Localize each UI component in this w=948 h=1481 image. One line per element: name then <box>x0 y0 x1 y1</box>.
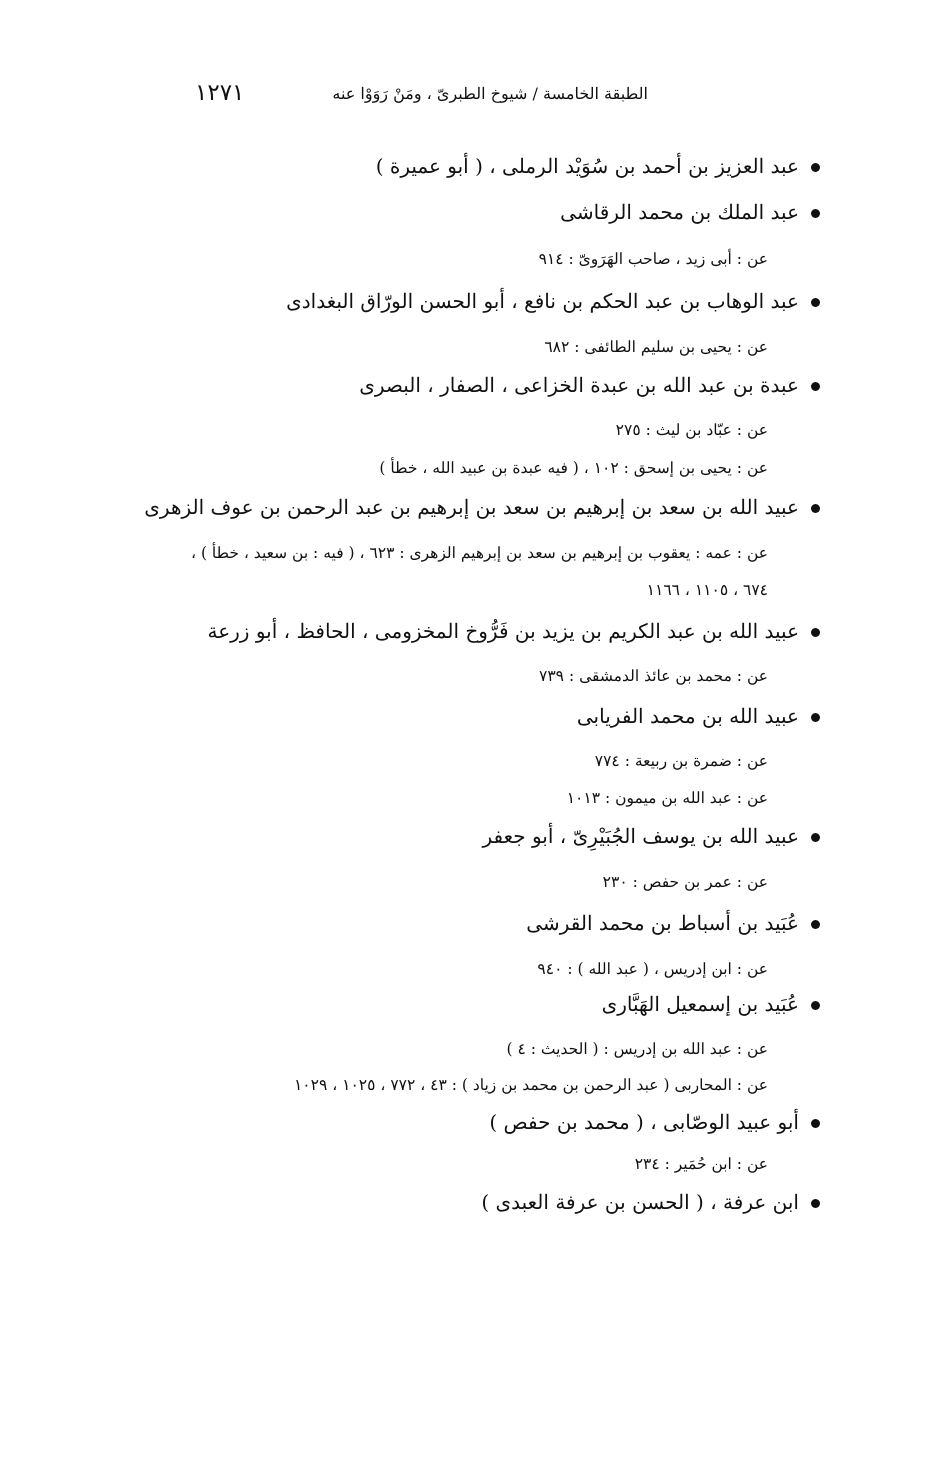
entry-reference: عن : عمر بن حفص : ٢٣٠ <box>602 873 768 891</box>
entry-reference: عن : أبى زيد ، صاحب الهَرَوىّ : ٩١٤ <box>538 250 768 268</box>
entry-heading <box>577 704 820 728</box>
entry-name: عبدة بن عبد الله بن عبدة الخزاعى ، الصفار ، البصرى <box>359 373 799 397</box>
bullet-icon <box>811 1001 820 1010</box>
entry-heading <box>359 373 820 397</box>
entry-name: عبيد الله بن سعد بن إبرهيم بن سعد بن إبرهيم بن عبد الرحمن بن عوف الزهرى <box>144 495 799 519</box>
running-header-title: الطبقة الخامسة / شيوخ الطبرىّ ، ومَنْ رَوَوْا عنه <box>332 84 648 103</box>
entry-heading <box>481 1190 820 1214</box>
bullet-icon <box>811 298 820 307</box>
entry-heading <box>560 200 820 224</box>
entry-reference: عن : ابن إدريس ، ( عبد الله ) : ٩٤٠ <box>537 960 768 978</box>
entry-reference: عن : يحيى بن سليم الطائفى : ٦٨٢ <box>544 338 768 356</box>
entry-name: عُبَيد بن إسمعيل الهَبَّارى <box>601 992 799 1016</box>
entry-reference: عن : عمه : يعقوب بن إبرهيم بن سعد بن إبرهيم الزهرى : ٦٢٣ ، ( فيه : بن سعيد ، خطأ ) ، <box>191 544 768 562</box>
entry-reference: عن : عبد الله بن ميمون : ١٠١٣ <box>566 789 768 807</box>
bullet-icon <box>811 1119 820 1128</box>
bullet-icon <box>811 209 820 218</box>
entry-name: عبد الملك بن محمد الرقاشى <box>560 200 799 224</box>
bullet-icon <box>811 920 820 929</box>
entry-name: عبد الوهاب بن عبد الحكم بن نافع ، أبو الحسن الورّاق البغدادى <box>286 289 799 313</box>
entry-name: عُبَيد بن أسباط بن محمد القرشى <box>526 911 799 935</box>
bullet-icon <box>811 833 820 842</box>
entry-reference: عن : عبّاد بن ليث : ٢٧٥ <box>615 421 768 439</box>
entry-reference: عن : يحيى بن إسحق : ١٠٢ ، ( فيه عبدة بن عبيد الله ، خطأ ) <box>379 459 768 477</box>
entry-heading <box>144 495 820 519</box>
entry-reference: عن : عبد الله بن إدريس : ( الحديث : ٤ ) <box>506 1040 768 1058</box>
entry-heading <box>482 824 820 848</box>
entry-reference-continued: ٦٧٤ ، ١١٠٥ ، ١١٦٦ <box>646 581 768 599</box>
entry-name: عبد العزيز بن أحمد بن سُوَيْد الرملى ، ( أبو عميرة ) <box>375 154 799 178</box>
entry-reference: عن : محمد بن عائذ الدمشقى : ٧٣٩ <box>539 667 768 685</box>
entry-name: عبيد الله بن محمد الفريابى <box>576 704 799 728</box>
entry-heading <box>602 992 820 1016</box>
page-number: ١٢٧١ <box>195 80 245 106</box>
bullet-icon <box>811 382 820 391</box>
entry-reference: عن : ابن حُمَير : ٢٣٤ <box>634 1155 768 1173</box>
entry-reference: عن : ضمرة بن ربيعة : ٧٧٤ <box>594 752 768 770</box>
bullet-icon <box>811 163 820 172</box>
entry-heading <box>376 154 820 178</box>
entry-name: عبيد الله بن عبد الكريم بن يزيد بن فَرُّوخ المخزومى ، الحافظ ، أبو زرعة <box>207 619 799 643</box>
entry-heading <box>526 911 820 935</box>
bullet-icon <box>811 713 820 722</box>
bullet-icon <box>811 1199 820 1208</box>
entry-reference: عن : المحاربى ( عبد الرحمن بن محمد بن زياد ) : ٤٣ ، ٧٧٢ ، ١٠٢٥ ، ١٠٢٩ <box>293 1076 768 1094</box>
entry-heading <box>489 1110 820 1134</box>
entry-name: عبيد الله بن يوسف الجُبَيْرِىّ ، أبو جعفر <box>482 824 799 848</box>
bullet-icon <box>811 504 820 513</box>
entry-name: ابن عرفة ، ( الحسن بن عرفة العبدى ) <box>481 1190 799 1214</box>
entry-heading <box>207 619 820 643</box>
entry-heading <box>286 289 820 313</box>
bullet-icon <box>811 628 820 637</box>
entry-name: أبو عبيد الوصّابى ، ( محمد بن حفص ) <box>489 1110 799 1134</box>
